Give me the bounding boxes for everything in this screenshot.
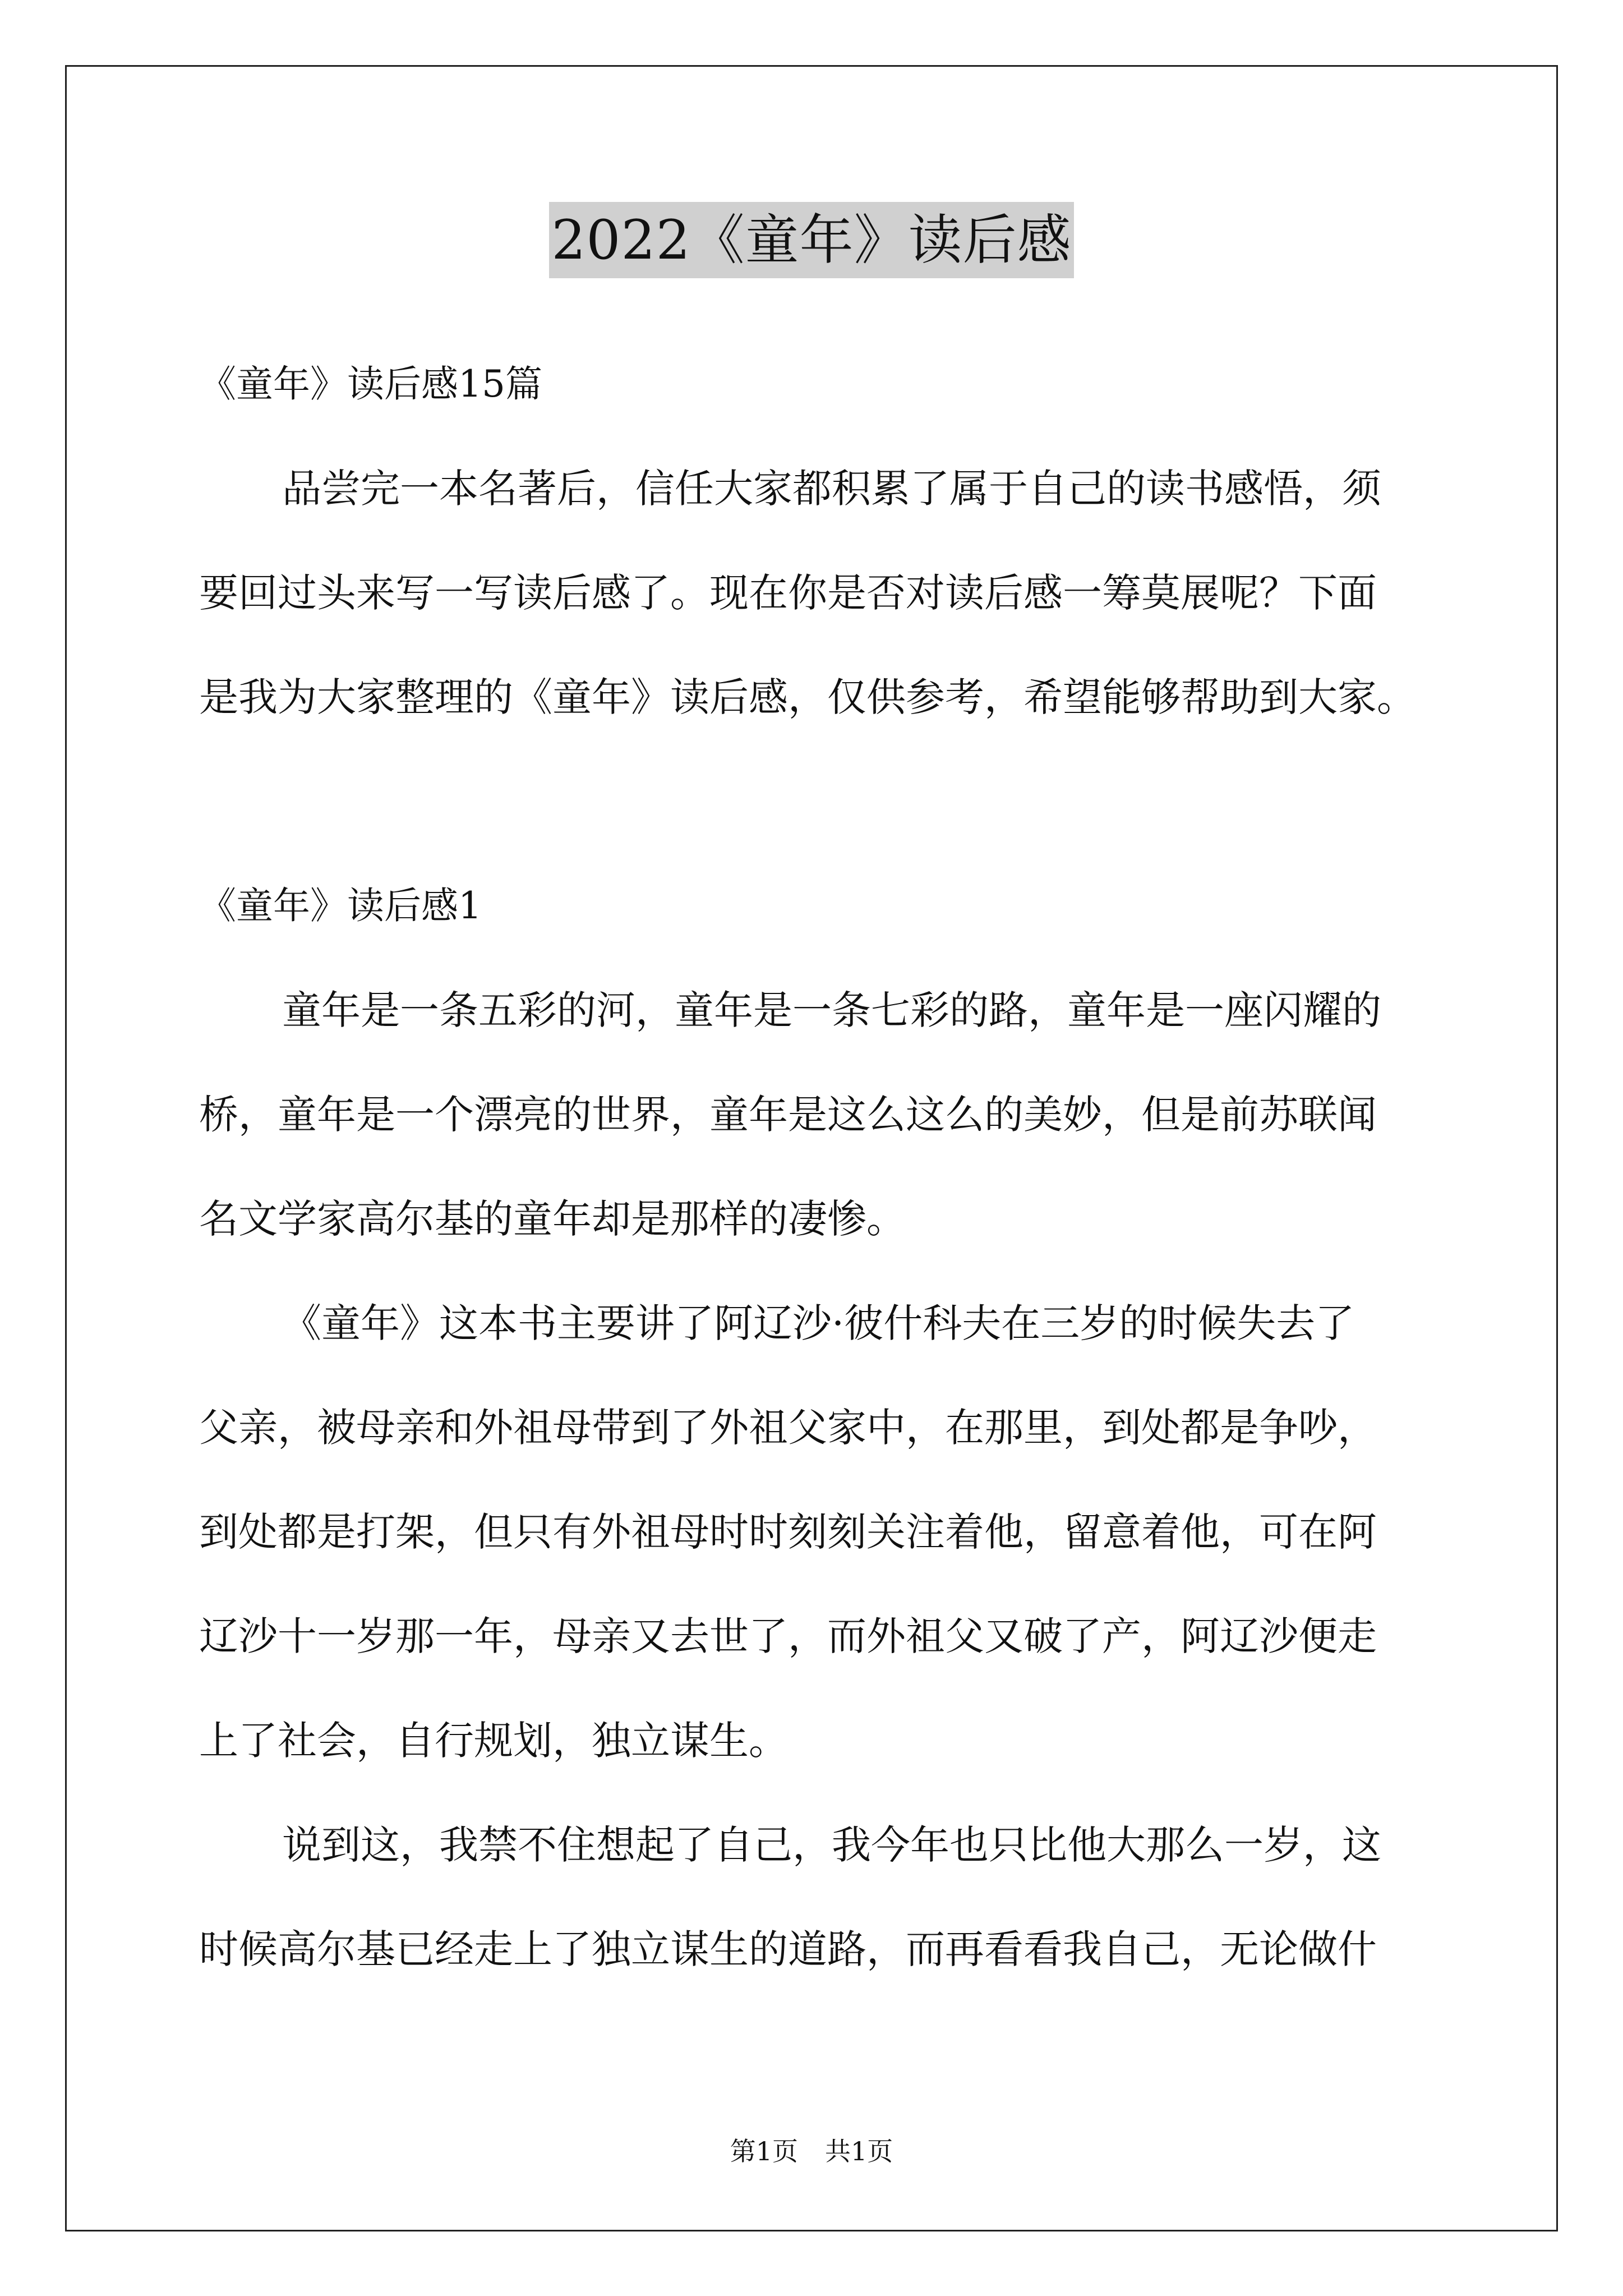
paragraph3-line-1: 说到这，我禁不住想起了自己，我今年也只比他大那么一岁，这 xyxy=(282,1822,1381,1868)
page-number: 第1页 xyxy=(730,2136,798,2166)
blank-line xyxy=(199,749,1433,854)
intro-line-2: 要回过头来写一写读后感了。现在你是否对读后感一筹莫展呢？下面 xyxy=(199,570,1377,616)
paragraph2-line-2: 父亲，被母亲和外祖母带到了外祖父家中，在那里，到处都是争吵， xyxy=(199,1405,1377,1451)
intro-line-3: 是我为大家整理的《童年》读后感，仅供参考，希望能够帮助到大家。 xyxy=(199,674,1416,720)
page-footer xyxy=(0,2134,1623,2168)
intro-line-1: 品尝完一本名著后，信任大家都积累了属于自己的读书感悟，须 xyxy=(282,466,1381,512)
paragraph1-line-1: 童年是一条五彩的河，童年是一条七彩的路，童年是一座闪耀的 xyxy=(282,987,1381,1033)
paragraph3-line-2: 时候高尔基已经走上了独立谋生的道路，而再看看我自己，无论做什 xyxy=(199,1926,1377,1972)
paragraph2-line-4: 辽沙十一岁那一年，母亲又去世了，而外祖父又破了产，阿辽沙便走 xyxy=(199,1613,1377,1659)
title-container xyxy=(0,202,1623,278)
document-body xyxy=(199,332,1433,2001)
paragraph2-line-5: 上了社会，自行规划，独立谋生。 xyxy=(199,1718,788,1764)
paragraph1-line-2: 桥，童年是一个漂亮的世界，童年是这么这么的美妙，但是前苏联闻 xyxy=(199,1092,1377,1138)
paragraph2-line-3: 到处都是打架，但只有外祖母时时刻刻关注着他，留意着他，可在阿 xyxy=(199,1509,1377,1555)
page-total: 共1页 xyxy=(825,2136,893,2166)
document-title: 2022《童年》读后感 xyxy=(549,202,1073,278)
paragraph2-line-1: 《童年》这本书主要讲了阿辽沙·彼什科夫在三岁的时候失去了 xyxy=(282,1300,1355,1346)
subtitle: 《童年》读后感15篇 xyxy=(199,362,542,406)
section-heading: 《童年》读后感1 xyxy=(199,884,482,927)
paragraph1-line-3: 名文学家高尔基的童年却是那样的凄惨。 xyxy=(199,1196,906,1242)
